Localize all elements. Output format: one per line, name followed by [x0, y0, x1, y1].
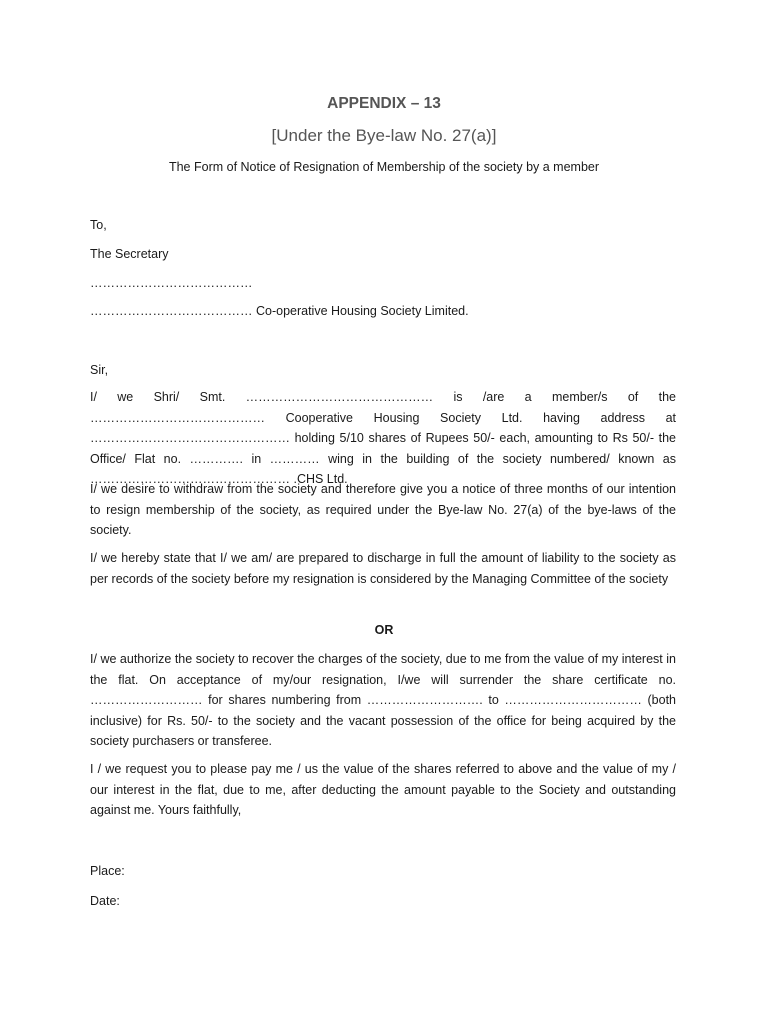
form-caption: The Form of Notice of Resignation of Membership of the society by a member: [168, 160, 600, 174]
paragraph-member-details: I/ we Shri/ Smt. ……………………………………… is /are a member/s of the …………………………………… Cooperative Housing Society Ltd. having address at ………………………………………… holding 5/10 shares of Rupees 50/- each, amounting to Rs 50/- the Office/ Flat no. …………. in ………… wing in the building of the society numbered/ known as ………………………………………… .CHS Ltd.: [90, 390, 676, 486]
date-label: Date:: [90, 894, 120, 908]
page-title: APPENDIX – 13: [327, 95, 441, 112]
address-to: To,: [90, 218, 107, 232]
address-blank-line: …………………………………: [90, 276, 253, 290]
paragraph-payment-request: I / we request you to please pay me / us the value of the shares referred to above and the value of my / our interest in the flat, due to me, after deducting the amount payable to the Society and outstanding against me. Yours faithfully,: [90, 762, 676, 817]
page-subtitle: [Under the Bye-law No. 27(a)]: [271, 126, 497, 145]
address-recipient: The Secretary: [90, 247, 169, 261]
salutation: Sir,: [90, 363, 109, 377]
paragraph-authorize: I/ we authorize the society to recover the charges of the society, due to me from the value of my interest in the flat. On acceptance of my/our resignation, I/we will surrender the share certificate no. ……………………… for shares numbering from ………………………. to …………………………… (both inclusive) for Rs. 50/- to the society and the vacant possession of the office for being acquired by the society purchasers or transferee.: [90, 652, 676, 748]
paragraph-withdraw-notice: I/ we desire to withdraw from the society and therefore give you a notice of three months of our intention to resign membership of the society, as required under the Bye-law No. 27(a) of the bye-laws of the society.: [90, 482, 676, 537]
paragraph-liability: I/ we hereby state that I/ we am/ are prepared to discharge in full the amount of liability to the society as per records of the society before my resignation is considered by the Managing Committee of the society: [90, 551, 676, 586]
or-label: OR: [374, 623, 394, 637]
address-society-line: ………………………………… Co-operative Housing Society Limited.: [90, 304, 469, 318]
place-label: Place:: [90, 864, 125, 878]
